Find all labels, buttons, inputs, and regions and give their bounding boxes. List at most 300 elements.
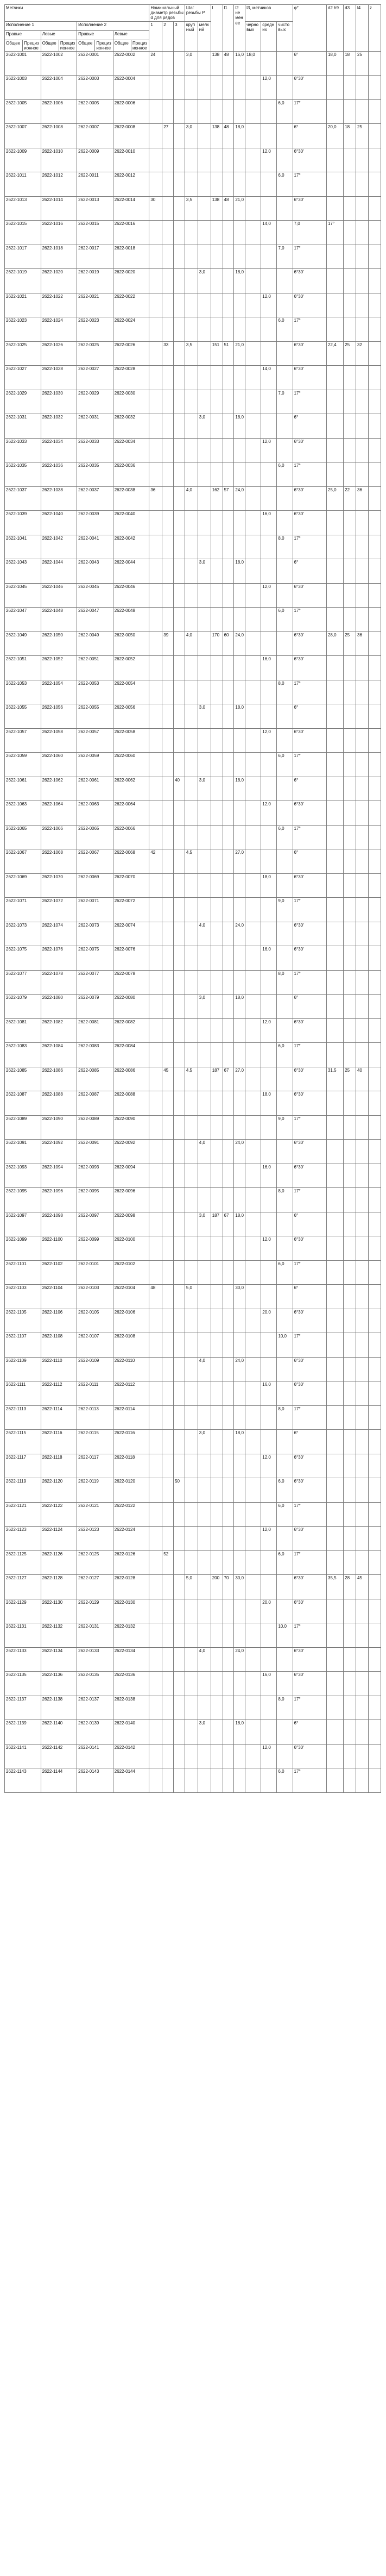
header-z: z xyxy=(368,5,381,52)
cell-v1-left-common: 2622-1002 xyxy=(41,51,77,76)
cell-v2-right-common: 2622-0069 xyxy=(77,873,113,898)
cell-l xyxy=(211,1550,223,1575)
cell-v2-left-common: 2622-0058 xyxy=(113,728,149,753)
table-row xyxy=(5,1768,381,1793)
cell-l3-finish xyxy=(277,1430,293,1454)
cell-v2-left-common: 2622-0118 xyxy=(113,1454,149,1478)
table-row xyxy=(5,148,381,172)
cell-l3-rough xyxy=(245,1115,261,1140)
cell-l3-rough xyxy=(245,1188,261,1212)
cell-diameter-row-1: 36 xyxy=(149,486,162,511)
cell-v2-right-common: 2622-0055 xyxy=(77,704,113,729)
cell-pitch-fine xyxy=(198,1285,211,1309)
cell-l xyxy=(211,1623,223,1648)
cell-l3-medium: 14,0 xyxy=(261,221,277,245)
cell-diameter-row-3 xyxy=(174,172,185,197)
cell-l3-finish xyxy=(277,1067,293,1091)
cell-l3-medium xyxy=(261,1212,277,1236)
cell-diameter-row-1 xyxy=(149,825,162,849)
cell-pitch-fine xyxy=(198,801,211,826)
cell-diameter-row-3 xyxy=(174,1647,185,1672)
header-fine: мелкий xyxy=(198,21,211,51)
cell-diameter-row-2 xyxy=(162,946,174,971)
cell-diameter-row-2 xyxy=(162,1091,174,1116)
cell-pitch-coarse xyxy=(185,1478,198,1503)
cell-angle: 6°30′ xyxy=(293,1067,326,1091)
cell-z xyxy=(368,849,381,874)
cell-pitch-fine xyxy=(198,1502,211,1527)
cell-d2 xyxy=(326,946,343,971)
cell-v2-left-common: 2622-0046 xyxy=(113,583,149,608)
cell-v2-right-common: 2622-0053 xyxy=(77,680,113,704)
cell-l3-rough xyxy=(245,438,261,462)
cell-d2 xyxy=(326,1599,343,1623)
cell-l3-medium xyxy=(261,486,277,511)
cell-l3-medium xyxy=(261,1067,277,1091)
cell-d2 xyxy=(326,1381,343,1406)
cell-pitch-fine xyxy=(198,245,211,269)
cell-v2-right-common: 2622-0117 xyxy=(77,1454,113,1478)
cell-v2-right-common: 2622-0097 xyxy=(77,1212,113,1236)
cell-l3-finish xyxy=(277,922,293,946)
cell-l1 xyxy=(223,583,234,608)
cell-diameter-row-1 xyxy=(149,1647,162,1672)
cell-l4 xyxy=(356,1647,369,1672)
cell-v2-right-common: 2622-0003 xyxy=(77,76,113,100)
cell-l3-rough xyxy=(245,1454,261,1478)
cell-d2 xyxy=(326,390,343,414)
cell-l3-rough xyxy=(245,873,261,898)
cell-angle: 6°30′ xyxy=(293,1018,326,1043)
cell-z xyxy=(368,1623,381,1648)
cell-v1-left-common: 2622-1120 xyxy=(41,1478,77,1503)
table-body xyxy=(5,51,381,1792)
cell-pitch-fine xyxy=(198,1018,211,1043)
cell-l4 xyxy=(356,99,369,124)
cell-v2-left-common: 2622-0018 xyxy=(113,245,149,269)
cell-l2 xyxy=(234,825,245,849)
cell-v1-right-common: 2622-1065 xyxy=(5,825,41,849)
cell-diameter-row-2 xyxy=(162,922,174,946)
cell-l3-medium xyxy=(261,414,277,439)
cell-diameter-row-2 xyxy=(162,172,174,197)
cell-l3-finish: 6,0 xyxy=(277,172,293,197)
cell-v2-right-common: 2622-0131 xyxy=(77,1623,113,1648)
cell-l3-finish xyxy=(277,704,293,729)
cell-d3 xyxy=(344,922,356,946)
cell-l3-medium xyxy=(261,559,277,584)
cell-v2-right-common: 2622-0143 xyxy=(77,1768,113,1793)
cell-v2-right-common: 2622-0065 xyxy=(77,825,113,849)
cell-v2-right-common: 2622-0025 xyxy=(77,341,113,366)
cell-diameter-row-2 xyxy=(162,1527,174,1551)
cell-v1-right-common: 2622-1081 xyxy=(5,1018,41,1043)
cell-l2 xyxy=(234,462,245,487)
cell-l3-finish: 8,0 xyxy=(277,970,293,995)
cell-pitch-fine: 4,0 xyxy=(198,1647,211,1672)
cell-l2 xyxy=(234,898,245,922)
cell-d2: 28,0 xyxy=(326,632,343,656)
cell-pitch-coarse xyxy=(185,76,198,100)
cell-l4: 36 xyxy=(356,486,369,511)
cell-l1 xyxy=(223,656,234,680)
cell-d2 xyxy=(326,1309,343,1333)
cell-v2-left-common: 2622-0056 xyxy=(113,704,149,729)
cell-pitch-coarse: 5,0 xyxy=(185,1575,198,1599)
cell-l3-medium: 16,0 xyxy=(261,1164,277,1188)
cell-diameter-row-2: 45 xyxy=(162,1067,174,1091)
cell-l2: 21,0 xyxy=(234,196,245,221)
cell-d3 xyxy=(344,898,356,922)
cell-pitch-fine xyxy=(198,99,211,124)
cell-diameter-row-1 xyxy=(149,462,162,487)
cell-l xyxy=(211,1599,223,1623)
cell-l3-finish: 6,0 xyxy=(277,1043,293,1067)
cell-diameter-row-3 xyxy=(174,1067,185,1091)
cell-l3-medium: 18,0 xyxy=(261,1091,277,1116)
cell-l3-medium xyxy=(261,704,277,729)
cell-v2-left-common: 2622-0072 xyxy=(113,898,149,922)
cell-d2 xyxy=(326,1744,343,1768)
cell-l4: 40 xyxy=(356,1067,369,1091)
cell-diameter-row-3 xyxy=(174,1285,185,1309)
cell-d2 xyxy=(326,873,343,898)
cell-diameter-row-1 xyxy=(149,777,162,801)
cell-l4 xyxy=(356,1188,369,1212)
cell-l2: 24,0 xyxy=(234,1140,245,1164)
cell-angle: 17° xyxy=(293,1405,326,1430)
cell-diameter-row-1 xyxy=(149,269,162,293)
cell-pitch-coarse xyxy=(185,873,198,898)
cell-diameter-row-3 xyxy=(174,99,185,124)
cell-d2 xyxy=(326,559,343,584)
cell-diameter-row-2 xyxy=(162,1623,174,1648)
cell-d3 xyxy=(344,1550,356,1575)
cell-l3-medium xyxy=(261,1720,277,1745)
cell-l2 xyxy=(234,438,245,462)
cell-pitch-fine xyxy=(198,293,211,317)
cell-v1-left-common: 2622-1080 xyxy=(41,995,77,1019)
cell-l4 xyxy=(356,559,369,584)
cell-diameter-row-2 xyxy=(162,704,174,729)
header-l3: l3, метчиков xyxy=(245,5,293,22)
cell-v1-right-common: 2622-1075 xyxy=(5,946,41,971)
cell-d2 xyxy=(326,898,343,922)
cell-z xyxy=(368,704,381,729)
cell-l2 xyxy=(234,656,245,680)
cell-z xyxy=(368,462,381,487)
cell-pitch-coarse xyxy=(185,898,198,922)
cell-d3 xyxy=(344,511,356,535)
cell-v1-left-common: 2622-1036 xyxy=(41,462,77,487)
cell-v2-left-common: 2622-0050 xyxy=(113,632,149,656)
cell-l xyxy=(211,1188,223,1212)
cell-l3-finish xyxy=(277,1527,293,1551)
cell-z xyxy=(368,366,381,390)
cell-l xyxy=(211,1720,223,1745)
cell-l2: 27,0 xyxy=(234,1067,245,1091)
cell-l3-rough xyxy=(245,1430,261,1454)
cell-d2 xyxy=(326,535,343,559)
table-row xyxy=(5,1091,381,1116)
table-row xyxy=(5,1478,381,1503)
cell-l3-finish xyxy=(277,946,293,971)
cell-diameter-row-3 xyxy=(174,1744,185,1768)
cell-l3-rough xyxy=(245,1357,261,1381)
cell-l1 xyxy=(223,1478,234,1503)
cell-angle: 17° xyxy=(293,317,326,342)
cell-l3-finish: 6,0 xyxy=(277,1550,293,1575)
cell-l3-finish: 6,0 xyxy=(277,462,293,487)
cell-d3 xyxy=(344,728,356,753)
cell-l3-rough xyxy=(245,1502,261,1527)
cell-diameter-row-2 xyxy=(162,535,174,559)
cell-l4: 45 xyxy=(356,1575,369,1599)
cell-diameter-row-2 xyxy=(162,995,174,1019)
cell-pitch-fine xyxy=(198,1599,211,1623)
cell-l3-rough xyxy=(245,1527,261,1551)
cell-v1-left-common: 2622-1096 xyxy=(41,1188,77,1212)
header-cut-medium: средних xyxy=(261,21,277,51)
cell-diameter-row-1 xyxy=(149,1430,162,1454)
table-row xyxy=(5,1212,381,1236)
cell-v2-right-common: 2622-0137 xyxy=(77,1696,113,1720)
cell-l3-finish: 7,0 xyxy=(277,245,293,269)
cell-d2 xyxy=(326,172,343,197)
cell-v1-left-common: 2622-1130 xyxy=(41,1599,77,1623)
cell-v1-right-common: 2622-1003 xyxy=(5,76,41,100)
table-row xyxy=(5,99,381,124)
cell-v2-right-common: 2622-0037 xyxy=(77,486,113,511)
cell-l xyxy=(211,1285,223,1309)
cell-l3-finish xyxy=(277,1381,293,1406)
cell-d2 xyxy=(326,583,343,608)
cell-pitch-coarse xyxy=(185,1430,198,1454)
cell-z xyxy=(368,1502,381,1527)
cell-v1-left-common: 2622-1084 xyxy=(41,1043,77,1067)
cell-diameter-row-2 xyxy=(162,1357,174,1381)
cell-l xyxy=(211,559,223,584)
cell-diameter-row-3 xyxy=(174,1333,185,1358)
cell-l3-rough xyxy=(245,99,261,124)
cell-l3-finish xyxy=(277,269,293,293)
cell-l4 xyxy=(356,1623,369,1648)
cell-diameter-row-1 xyxy=(149,1696,162,1720)
cell-d2 xyxy=(326,1260,343,1285)
cell-v1-left-common: 2622-1110 xyxy=(41,1357,77,1381)
cell-l3-medium: 12,0 xyxy=(261,1454,277,1478)
cell-v2-left-common: 2622-0016 xyxy=(113,221,149,245)
cell-diameter-row-2 xyxy=(162,1333,174,1358)
cell-pitch-coarse: 4,5 xyxy=(185,1067,198,1091)
cell-z xyxy=(368,1550,381,1575)
cell-pitch-fine xyxy=(198,1164,211,1188)
cell-v2-left-common: 2622-0140 xyxy=(113,1720,149,1745)
cell-l3-rough xyxy=(245,535,261,559)
cell-diameter-row-1: 48 xyxy=(149,1285,162,1309)
cell-l3-medium xyxy=(261,608,277,632)
cell-d2 xyxy=(326,1212,343,1236)
table-row xyxy=(5,269,381,293)
cell-diameter-row-3 xyxy=(174,1720,185,1745)
cell-pitch-coarse xyxy=(185,148,198,172)
cell-v2-left-common: 2622-0136 xyxy=(113,1672,149,1696)
cell-pitch-fine xyxy=(198,632,211,656)
cell-v2-left-common: 2622-0026 xyxy=(113,341,149,366)
cell-l: 187 xyxy=(211,1067,223,1091)
cell-l1 xyxy=(223,728,234,753)
cell-d2 xyxy=(326,317,343,342)
cell-z xyxy=(368,946,381,971)
cell-z xyxy=(368,728,381,753)
cell-angle: 17° xyxy=(293,1768,326,1793)
cell-diameter-row-2 xyxy=(162,1672,174,1696)
header-markings: Метчики xyxy=(5,5,149,22)
cell-diameter-row-1 xyxy=(149,1720,162,1745)
cell-v2-left-common: 2622-0138 xyxy=(113,1696,149,1720)
cell-l4 xyxy=(356,1164,369,1188)
cell-pitch-fine xyxy=(198,196,211,221)
cell-l3-medium xyxy=(261,317,277,342)
cell-v1-right-common: 2622-1059 xyxy=(5,753,41,777)
cell-diameter-row-2 xyxy=(162,825,174,849)
cell-diameter-row-1 xyxy=(149,1140,162,1164)
cell-pitch-coarse xyxy=(185,1357,198,1381)
cell-d2 xyxy=(326,1502,343,1527)
cell-angle: 6°30′ xyxy=(293,728,326,753)
cell-angle: 17° xyxy=(293,898,326,922)
cell-diameter-row-2 xyxy=(162,873,174,898)
cell-z xyxy=(368,99,381,124)
cell-pitch-fine xyxy=(198,1091,211,1116)
cell-d3 xyxy=(344,753,356,777)
cell-diameter-row-1 xyxy=(149,76,162,100)
cell-d2 xyxy=(326,1647,343,1672)
cell-l4 xyxy=(356,414,369,439)
cell-l3-rough xyxy=(245,995,261,1019)
cell-diameter-row-1 xyxy=(149,970,162,995)
cell-diameter-row-3 xyxy=(174,1260,185,1285)
cell-l3-rough xyxy=(245,1550,261,1575)
cell-l1 xyxy=(223,1454,234,1478)
cell-v1-right-common: 2622-1061 xyxy=(5,777,41,801)
cell-l3-finish xyxy=(277,583,293,608)
header-l4: l4 xyxy=(356,5,369,52)
cell-pitch-fine xyxy=(198,1309,211,1333)
cell-l2 xyxy=(234,1527,245,1551)
cell-l3-medium xyxy=(261,390,277,414)
cell-diameter-row-1 xyxy=(149,293,162,317)
cell-v1-right-common: 2622-1057 xyxy=(5,728,41,753)
cell-v1-left-common: 2622-1024 xyxy=(41,317,77,342)
cell-diameter-row-1: 42 xyxy=(149,849,162,874)
cell-l2 xyxy=(234,1043,245,1067)
cell-l xyxy=(211,1744,223,1768)
cell-d3 xyxy=(344,1502,356,1527)
cell-l2 xyxy=(234,99,245,124)
cell-v2-right-common: 2622-0077 xyxy=(77,970,113,995)
cell-l1: 57 xyxy=(223,486,234,511)
cell-pitch-coarse xyxy=(185,511,198,535)
cell-l1 xyxy=(223,1672,234,1696)
cell-angle: 6°30′ xyxy=(293,1357,326,1381)
cell-l1 xyxy=(223,99,234,124)
table-row xyxy=(5,1430,381,1454)
cell-v2-right-common: 2622-0129 xyxy=(77,1599,113,1623)
cell-l xyxy=(211,1672,223,1696)
cell-v1-left-common: 2622-1038 xyxy=(41,486,77,511)
cell-l3-rough xyxy=(245,1768,261,1793)
cell-l4 xyxy=(356,1018,369,1043)
cell-l3-finish xyxy=(277,366,293,390)
cell-l3-rough xyxy=(245,462,261,487)
cell-v1-left-common: 2622-1014 xyxy=(41,196,77,221)
cell-l4 xyxy=(356,704,369,729)
cell-v1-right-common: 2622-1005 xyxy=(5,99,41,124)
cell-v1-left-common: 2622-1122 xyxy=(41,1502,77,1527)
cell-v1-right-common: 2622-1011 xyxy=(5,172,41,197)
cell-v2-left-common: 2622-0030 xyxy=(113,390,149,414)
cell-diameter-row-2 xyxy=(162,317,174,342)
cell-pitch-fine xyxy=(198,825,211,849)
cell-v1-left-common: 2622-1092 xyxy=(41,1140,77,1164)
cell-pitch-fine xyxy=(198,1478,211,1503)
cell-l1: 48 xyxy=(223,51,234,76)
cell-v2-left-common: 2622-0094 xyxy=(113,1164,149,1188)
cell-l3-finish: 6,0 xyxy=(277,1502,293,1527)
cell-diameter-row-1 xyxy=(149,1018,162,1043)
cell-l3-finish: 6,0 xyxy=(277,753,293,777)
cell-diameter-row-1 xyxy=(149,172,162,197)
table-row xyxy=(5,704,381,729)
cell-v2-right-common: 2622-0091 xyxy=(77,1140,113,1164)
cell-l3-finish xyxy=(277,995,293,1019)
cell-angle: 6°30′ xyxy=(293,148,326,172)
cell-pitch-coarse xyxy=(185,656,198,680)
cell-l3-rough xyxy=(245,583,261,608)
cell-l3-medium: 14,0 xyxy=(261,366,277,390)
cell-l2 xyxy=(234,1599,245,1623)
cell-angle: 6° xyxy=(293,414,326,439)
cell-diameter-row-2 xyxy=(162,511,174,535)
cell-z xyxy=(368,1091,381,1116)
cell-diameter-row-1 xyxy=(149,414,162,439)
cell-l3-rough xyxy=(245,1309,261,1333)
cell-l4 xyxy=(356,1768,369,1793)
cell-l xyxy=(211,1454,223,1478)
cell-l3-finish xyxy=(277,196,293,221)
cell-v1-right-common: 2622-1083 xyxy=(5,1043,41,1067)
cell-l2: 18,0 xyxy=(234,1720,245,1745)
cell-l xyxy=(211,438,223,462)
cell-v2-right-common: 2622-0005 xyxy=(77,99,113,124)
cell-v2-left-common: 2622-0060 xyxy=(113,753,149,777)
cell-pitch-coarse xyxy=(185,704,198,729)
cell-l1 xyxy=(223,366,234,390)
header-row-1-diameter: 1 xyxy=(149,21,162,51)
cell-pitch-coarse xyxy=(185,825,198,849)
cell-v1-left-common: 2622-1076 xyxy=(41,946,77,971)
cell-v1-left-common: 2622-1132 xyxy=(41,1623,77,1648)
cell-diameter-row-3: 50 xyxy=(174,1478,185,1503)
table-row xyxy=(5,245,381,269)
cell-d2 xyxy=(326,777,343,801)
cell-l2 xyxy=(234,1381,245,1406)
cell-d2: 35,5 xyxy=(326,1575,343,1599)
cell-v2-right-common: 2622-0059 xyxy=(77,753,113,777)
cell-pitch-coarse xyxy=(185,1260,198,1285)
cell-d3 xyxy=(344,825,356,849)
